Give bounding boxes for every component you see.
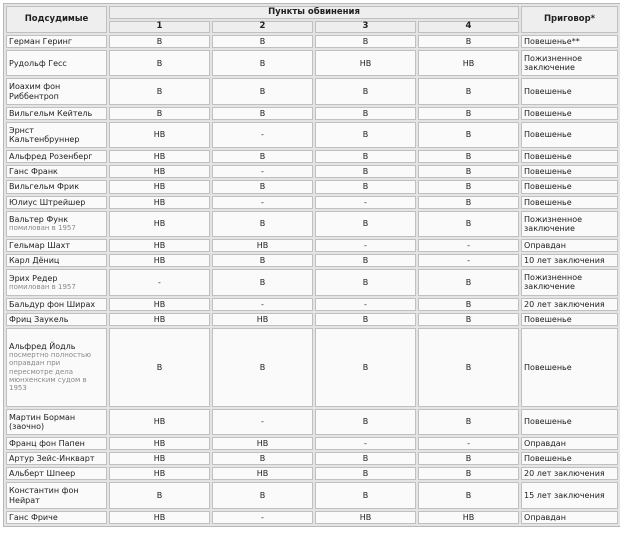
count-1-cell: НВ [109,437,210,450]
count-2-cell: В [212,254,313,267]
verdict-cell: Повешенье** [521,35,618,48]
verdict-cell: Повешенье [521,78,618,104]
count-2-cell: НВ [212,313,313,326]
count-1-cell: НВ [109,409,210,435]
verdict-cell: Повешенье [521,452,618,465]
verdict-cell: Оправдан [521,511,618,524]
count-2-cell: В [212,482,313,508]
count-1-cell: НВ [109,313,210,326]
count-2-cell: В [212,211,313,237]
defendant-cell [6,150,107,163]
header-count-3: 3 [315,21,416,33]
count-1-cell: В [109,50,210,76]
count-2-cell: - [212,511,313,524]
count-4-cell: В [418,165,519,178]
count-4-cell: В [418,467,519,480]
count-1-cell: НВ [109,298,210,311]
verdict-cell: 20 лет заключения [521,298,618,311]
count-4-cell: В [418,78,519,104]
count-3-cell: В [315,122,416,148]
count-1-cell: НВ [109,122,210,148]
defendant-name: Ганс Фриче [9,512,58,522]
count-2-cell: - [212,298,313,311]
table-row [6,50,618,76]
count-1-cell: НВ [109,150,210,163]
count-4-cell: В [418,409,519,435]
defendant-name: Герман Геринг [9,36,73,46]
table-row [6,452,618,465]
count-2-cell: - [212,196,313,209]
count-2-cell: В [212,180,313,193]
count-3-cell: В [315,452,416,465]
defendant-cell [6,165,107,178]
count-4-cell: - [418,437,519,450]
count-1-cell: В [109,482,210,508]
verdict-cell: 15 лет заключения [521,482,618,508]
count-4-cell: В [418,122,519,148]
defendant-note: помилован в 1957 [9,224,76,233]
count-2-cell: В [212,35,313,48]
verdict-cell: Повешенье [521,409,618,435]
table-row [6,467,618,480]
defendant-name: Фриц Заукель [9,314,69,324]
count-2-cell: - [212,409,313,435]
defendant-cell [6,35,107,48]
count-3-cell: В [315,35,416,48]
defendant-cell [6,269,107,295]
defendant-name: Вальтер Функ [9,215,69,225]
table-row [6,313,618,326]
header-counts: Пункты обвинения [109,6,519,19]
verdict-cell: Повешенье [521,196,618,209]
count-2-cell: В [212,107,313,120]
table-row [6,122,618,148]
defendant-name: Эрнст Кальтенбруннер [9,125,80,144]
count-4-cell: НВ [418,50,519,76]
count-4-cell: НВ [418,511,519,524]
table-row [6,150,618,163]
verdict-cell: Пожизненное заключение [521,269,618,295]
defendant-cell [6,122,107,148]
table-row [6,107,618,120]
defendant-note: помилован в 1957 [9,282,76,291]
count-3-cell: В [315,409,416,435]
count-1-cell: НВ [109,511,210,524]
count-3-cell: В [315,180,416,193]
verdict-cell: Повешенье [521,328,618,407]
count-2-cell: - [212,122,313,148]
verdict-cell: Повешенье [521,165,618,178]
count-3-cell: В [315,150,416,163]
count-4-cell: В [418,196,519,209]
defendant-cell [6,437,107,450]
defendant-cell [6,180,107,193]
count-3-cell: В [315,165,416,178]
header-count-4: 4 [418,21,519,33]
verdict-cell: Повешенье [521,180,618,193]
count-4-cell: В [418,269,519,295]
count-2-cell: В [212,50,313,76]
count-3-cell: - [315,196,416,209]
defendant-note: посмертно полностью оправдан при пересмотре дела мюнхенским судом в 1953 [9,350,92,393]
defendant-name: Франц фон Папен [9,438,85,448]
defendant-name: Бальдур фон Ширах [9,299,96,309]
defendant-name: Ганс Франк [9,167,58,177]
defendant-name: Альберт Шпеер [9,469,76,479]
count-1-cell: В [109,107,210,120]
count-1-cell: НВ [109,452,210,465]
count-3-cell: НВ [315,50,416,76]
count-2-cell: НВ [212,437,313,450]
count-3-cell: В [315,467,416,480]
verdict-cell: 20 лет заключения [521,467,618,480]
count-2-cell: НВ [212,239,313,252]
count-2-cell: В [212,452,313,465]
verdict-cell: Пожизненное заключение [521,50,618,76]
table-row [6,482,618,508]
count-2-cell: В [212,78,313,104]
table-row [6,254,618,267]
count-3-cell: - [315,437,416,450]
count-1-cell: НВ [109,180,210,193]
verdict-cell: Оправдан [521,239,618,252]
count-4-cell: В [418,150,519,163]
table-row [6,35,618,48]
count-1-cell: НВ [109,196,210,209]
defendant-name: Альфред Розенберг [9,152,93,162]
defendant-cell [6,254,107,267]
count-1-cell: В [109,35,210,48]
defendant-name: Вильгельм Фрик [9,182,80,192]
count-4-cell: В [418,180,519,193]
count-3-cell: В [315,107,416,120]
table-row [6,239,618,252]
count-2-cell: В [212,269,313,295]
count-4-cell: В [418,211,519,237]
defendant-cell [6,239,107,252]
defendant-name: Рудольф Гесс [9,58,67,68]
table-body [6,35,618,524]
defendant-name: Иоахим фон Риббентроп [9,82,61,101]
count-3-cell: В [315,269,416,295]
defendant-cell [6,452,107,465]
defendant-cell [6,50,107,76]
table-row [6,78,618,104]
table-row [6,437,618,450]
defendant-cell [6,328,107,407]
defendant-name: Юлиус Штрейшер [9,197,86,207]
count-4-cell: В [418,313,519,326]
count-4-cell: В [418,328,519,407]
count-1-cell: НВ [109,467,210,480]
count-3-cell: НВ [315,511,416,524]
header-defendants: Подсудимые [6,6,107,33]
table-row [6,180,618,193]
defendant-name: Мартин Борман (заочно) [9,412,76,431]
count-3-cell: В [315,254,416,267]
defendant-cell [6,313,107,326]
count-2-cell: В [212,150,313,163]
count-4-cell: В [418,452,519,465]
count-4-cell: В [418,107,519,120]
count-4-cell: - [418,254,519,267]
table-row [6,409,618,435]
defendant-cell [6,511,107,524]
verdict-cell: Пожизненное заключение [521,211,618,237]
count-1-cell: НВ [109,165,210,178]
count-4-cell: В [418,482,519,508]
defendant-name: Вильгельм Кейтель [9,108,93,118]
count-1-cell: НВ [109,239,210,252]
defendant-name: Константин фон Нейрат [9,486,79,505]
table-row [6,165,618,178]
defendant-cell [6,78,107,104]
count-3-cell: В [315,328,416,407]
table-row [6,328,618,407]
verdict-cell: Повешенье [521,150,618,163]
defendant-cell [6,107,107,120]
table-row [6,298,618,311]
defendant-cell [6,467,107,480]
count-1-cell: В [109,78,210,104]
count-3-cell: - [315,239,416,252]
count-4-cell: - [418,239,519,252]
count-2-cell: В [212,328,313,407]
defendant-name: Альфред Йодль [9,341,76,351]
count-4-cell: В [418,35,519,48]
defendant-cell [6,298,107,311]
count-3-cell: В [315,482,416,508]
verdict-cell: Повешенье [521,313,618,326]
header-count-1: 1 [109,21,210,33]
count-3-cell: - [315,298,416,311]
defendant-name: Эрих Редер [9,273,58,283]
verdict-cell: Повешенье [521,122,618,148]
count-3-cell: В [315,313,416,326]
defendant-cell [6,482,107,508]
defendant-name: Артур Зейс-Инкварт [9,454,95,464]
defendant-name: Карл Дёниц [9,256,60,266]
count-2-cell: НВ [212,467,313,480]
count-3-cell: В [315,78,416,104]
verdict-cell: Повешенье [521,107,618,120]
table-row [6,211,618,237]
header-verdict: Приговор* [521,6,618,33]
verdict-cell: Оправдан [521,437,618,450]
count-2-cell: - [212,165,313,178]
header-count-2: 2 [212,21,313,33]
table-row [6,196,618,209]
verdicts-table [3,3,620,527]
table-row [6,269,618,295]
count-4-cell: В [418,298,519,311]
count-3-cell: В [315,211,416,237]
defendant-name: Гельмар Шахт [9,240,71,250]
count-1-cell: - [109,269,210,295]
count-1-cell: НВ [109,211,210,237]
defendant-cell [6,211,107,237]
count-1-cell: В [109,328,210,407]
count-1-cell: НВ [109,254,210,267]
defendant-cell [6,196,107,209]
table-row [6,511,618,524]
defendant-cell [6,409,107,435]
verdict-cell: 10 лет заключения [521,254,618,267]
